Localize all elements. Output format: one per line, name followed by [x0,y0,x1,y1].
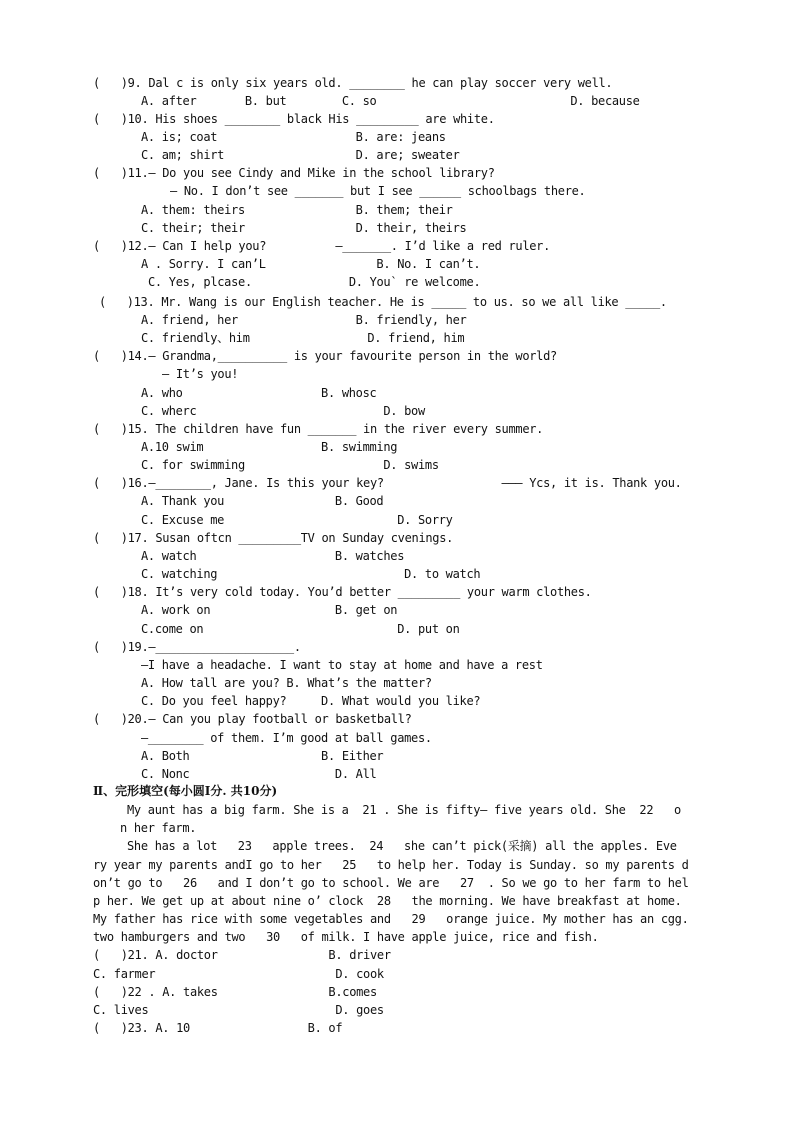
cloze-passage-line-8: two hamburgers and two 30 of milk. I have apple juice, rice and fish. [93,930,599,944]
cloze-passage-line-2: n her farm. [120,821,197,835]
question-13-options-ab: A. friend, her B. friendly, her [141,313,467,327]
question-12-options-ab: A . Sorry. I can’L B. No. I can’t. [141,257,481,271]
question-15-options-cd: C. for swimming D. swims [141,458,439,472]
question-14-options-ab: A. who B. whosc [141,386,377,400]
question-21: ( )21. A. doctor B. driver [93,948,391,962]
question-15: ( )15. The children have fun _______ in the river every summer. [93,422,544,436]
cloze-passage-line-3: She has a lot 23 apple trees. 24 she can’t pick(采摘) all the apples. Eve [127,839,677,853]
question-12: ( )12.— Can I help you? —_______. I’d like a red ruler. [93,239,551,253]
question-14-reply: — It’s you! [162,367,239,381]
cloze-passage-line-4: ry year my parents andI go to her 25 to help her. Today is Sunday. so my parents d [93,858,689,872]
question-16-options-ab: A. Thank you B. Good [141,494,384,508]
question-13: ( )13. Mr. Wang is our English teacher. He is _____ to us. so we all like _____. [99,295,667,309]
section-2-heading: Ⅱ、完形填空(每小圆Ⅰ分. 共10分) [93,784,278,798]
question-19-reply: —I have a headache. I want to stay at home and have a rest [141,658,543,672]
question-20-options-ab: A. Both B. Either [141,749,384,763]
question-23: ( )23. A. 10 B. of [93,1021,343,1035]
question-19-options-cd: C. Do you feel happy? D. What would you like? [141,694,481,708]
question-11-options-cd: C. their; their D. their, theirs [141,221,467,235]
cloze-passage-line-5: on’t go to 26 and I don’t go to school. We are 27 . So we go to her farm to hel [93,876,689,890]
question-18-options-ab: A. work on B. get on [141,603,398,617]
cloze-passage-line-6: p her. We get up at about nine o’ clock 28 the morning. We have breakfast at home. [93,894,682,908]
question-17-options-ab: A. watch B. watches [141,549,405,563]
question-18: ( )18. It’s very cold today. You’d better _________ your warm clothes. [93,585,592,599]
question-20-reply: —________ of them. I’m good at ball games. [141,731,432,745]
question-14: ( )14.— Grandma,__________ is your favourite person in the world? [93,349,557,363]
question-16-options-cd: C. Excuse me D. Sorry [141,513,453,527]
question-10-options-cd: C. am; shirt D. are; sweater [141,148,460,162]
question-15-options-ab: A.10 swim B. swimming [141,440,398,454]
question-22-options-cd: C. lives D. goes [93,1003,384,1017]
question-21-options-cd: C. farmer D. cook [93,967,384,981]
question-17: ( )17. Susan oftcn _________TV on Sunday cvenings. [93,531,454,545]
question-19-options-ab: A. How tall are you? B. What’s the matter? [141,676,432,690]
cloze-passage-line-7: My father has rice with some vegetables and 29 orange juice. My mother has an cgg. [93,912,689,926]
question-20-options-cd: C. Nonc D. All [141,767,377,781]
question-13-options-cd: C. friendly、him D. friend, him [141,331,465,345]
question-22: ( )22 . A. takes B.comes [93,985,377,999]
question-18-options-cd: C.come on D. put on [141,622,460,636]
cloze-passage-line-1: My aunt has a big farm. She is a 21 . She is fifty— five years old. She 22 o [127,803,681,817]
question-17-options-cd: C. watching D. to watch [141,567,481,581]
question-10: ( )10. His shoes ________ black His _________ are white. [93,112,495,126]
question-9: ( )9. Dal c is only six years old. ________ he can play soccer very well. [93,76,613,90]
question-10-options-ab: A. is; coat B. are: jeans [141,130,446,144]
question-11: ( )11.— Do you see Cindy and Mike in the school library? [93,166,495,180]
question-20: ( )20.— Can you play football or basketball? [93,712,412,726]
question-11-reply: — No. I don’t see _______ but I see ______ schoolbags there. [170,184,586,198]
question-14-options-cd: C. wherc D. bow [141,404,425,418]
question-12-options-cd: C. Yes, plcase. D. You` re welcome. [148,275,481,289]
question-19: ( )19.—____________________. [93,640,301,654]
question-9-options: A. after B. but C. so D. because [141,94,640,108]
question-16: ( )16.—________, Jane. Is this your key? ——— Ycs, it is. Thank you. [93,476,682,490]
question-11-options-ab: A. them: theirs B. them; their [141,203,453,217]
